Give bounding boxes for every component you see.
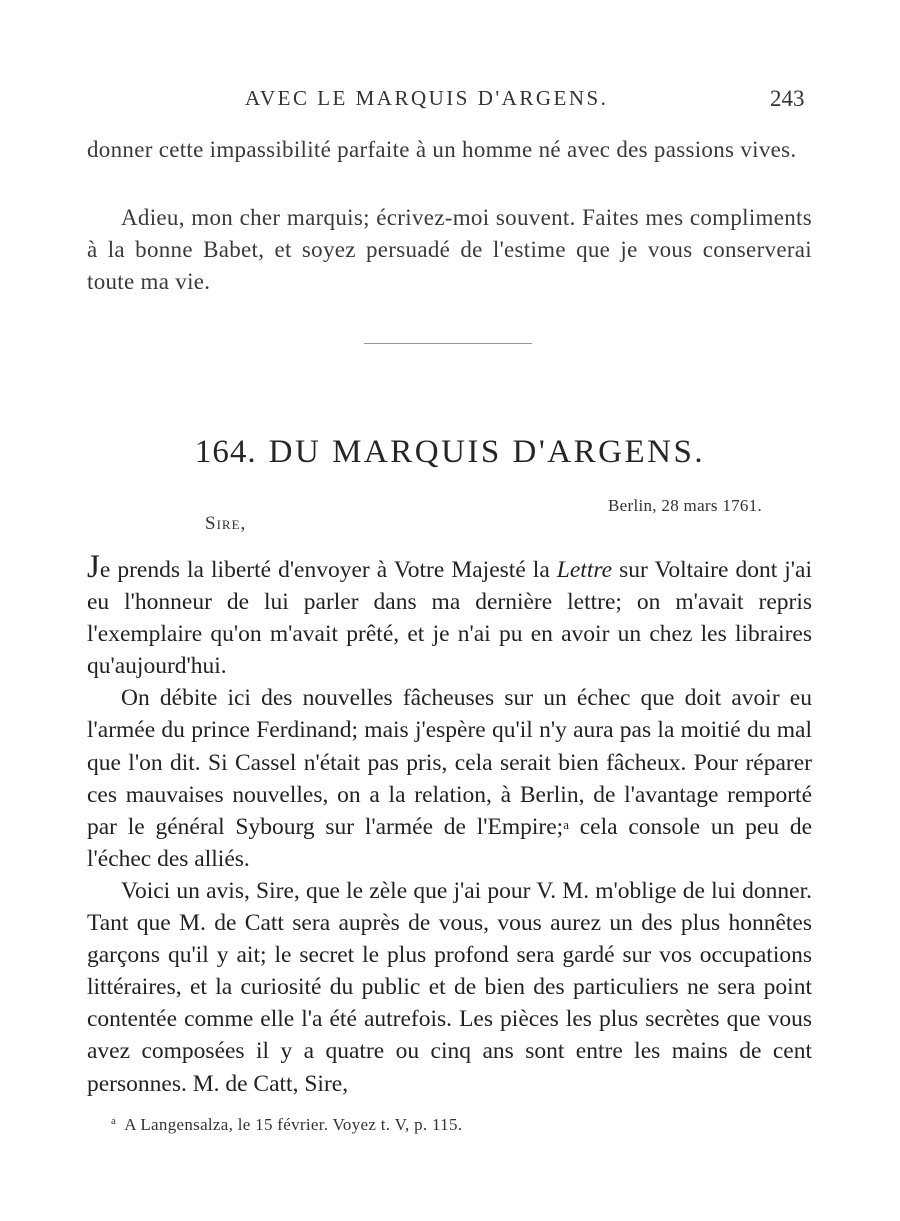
letter-paragraph-2 xyxy=(87,682,812,875)
italic-title: Lettre xyxy=(556,557,613,583)
drop-cap: J xyxy=(87,549,100,585)
letter-dateline: Berlin, 28 mars 1761. xyxy=(608,496,763,515)
paragraph-text: cela console un peu de l'échec des alliés. xyxy=(87,813,812,872)
running-title: AVEC LE MARQUIS D'ARGENS. xyxy=(245,86,609,110)
letter-number: 164. xyxy=(194,434,257,470)
letter-paragraph-3: Voici un avis, Sire, que le zèle que j'ai pour V. M. m'oblige de lui donner. Tant que M. de Catt sera auprès de vous, vous aurez un des plus honnêtes garçons qu'il y ait; le secret le plus profond sera gardé sur vos occupations littéraires, et la curiosité du public et de bien des particuliers ne sera point contentée comme elle l'a été autrefois. Les pièces les plus secrètes que vous avez composées il y a quatre ou cinq ans sont entre les mains de cent personnes. M. de Catt, Sire, xyxy=(87,877,812,1097)
letter-title: DU MARQUIS D'ARGENS. xyxy=(268,434,706,470)
paragraph-text: e prends la liberté d'envoyer à Votre Majesté la xyxy=(99,557,557,583)
footnote-text: A Langensalza, le 15 février. Voyez t. V, p. 115. xyxy=(124,1115,463,1134)
footnote-mark: a xyxy=(111,1115,117,1127)
letter-salutation: Sire, xyxy=(205,513,247,534)
page-number: 243 xyxy=(770,86,805,111)
paragraph-text: sur Voltaire dont j'ai eu l'honneur de lui parler dans ma dernière lettre; on m'avait repris l'exemplaire qu'on m'avait prêté, et je n'ai pu en avoir un chez les libraires qu'aujourd'hui. xyxy=(87,557,812,680)
letter-heading xyxy=(0,434,900,471)
footnote xyxy=(111,1115,462,1135)
letter-body xyxy=(87,549,812,1100)
footnote-reference: a xyxy=(563,816,569,832)
letter-paragraph-1 xyxy=(87,549,812,682)
previous-letter-continuation: donner cette impassibilité parfaite à un homme né avec des passions vives. xyxy=(87,137,797,162)
paragraph-text: On débite ici des nouvelles fâcheuses sur un échec que doit avoir eu l'armée du prince Ferdinand; mais j'espère qu'il n'y aura pas la moitié du mal que l'on dit. Si Cassel n'était pas pris, cela serait bien fâcheux. Pour réparer ces mauvaises nouvelles, on a la relation, à Berlin, de l'avantage remporté par le général Sybourg sur l'armée de l'Empire; xyxy=(87,685,812,840)
previous-letter-closing: Adieu, mon cher marquis; écrivez-moi souvent. Faites mes compliments à la bonne Babet, et soyez persuadé de l'estime que je vous conserverai toute ma vie. xyxy=(87,205,812,294)
section-divider xyxy=(364,343,532,344)
